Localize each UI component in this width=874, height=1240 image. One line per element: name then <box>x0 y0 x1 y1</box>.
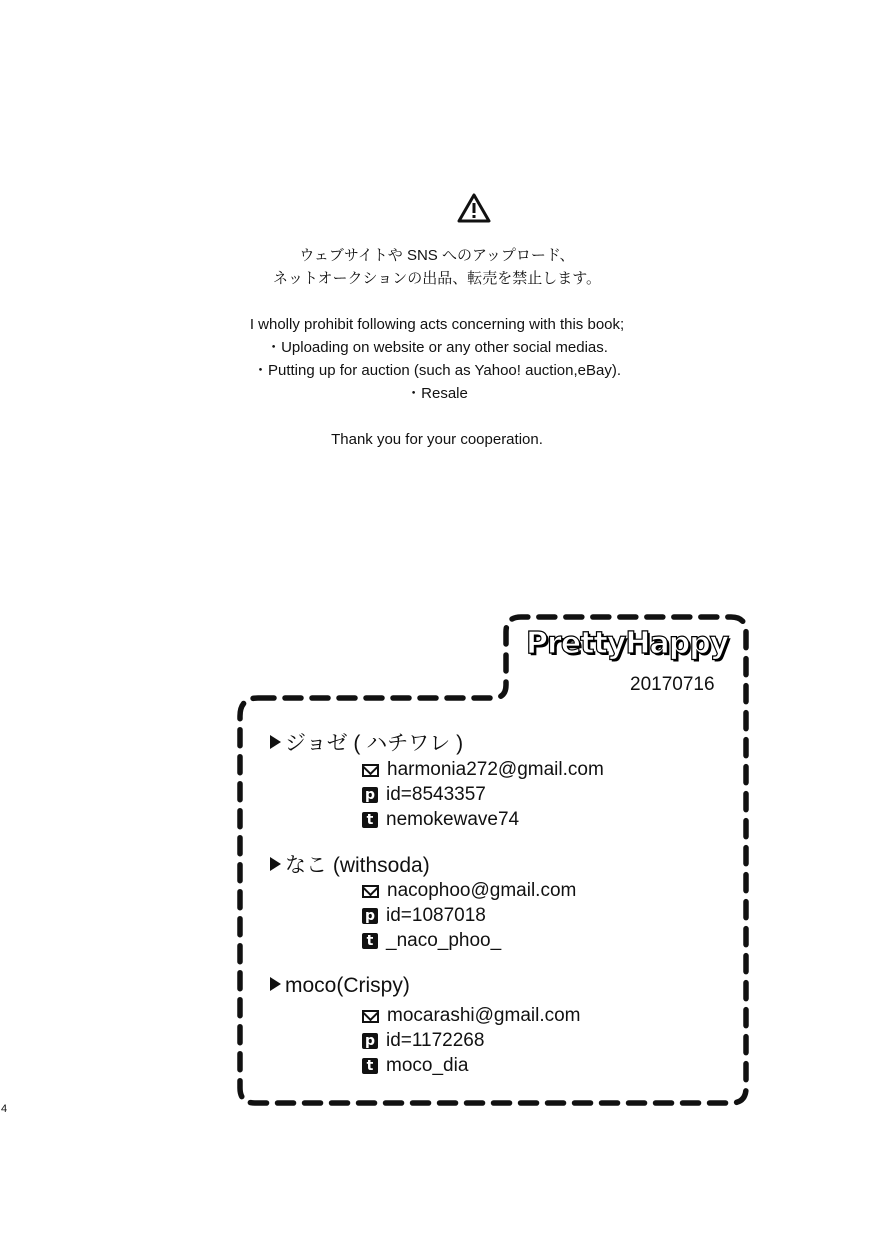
author-email[interactable]: nacophoo@gmail.com <box>387 879 577 901</box>
tumblr-twitter-icon: t <box>362 812 378 828</box>
author-pixiv-id[interactable]: id=1087018 <box>386 904 486 926</box>
notice-en-intro: I wholly prohibit following acts concerning with this book; <box>249 316 625 333</box>
author-pixiv-id[interactable]: id=1172268 <box>386 1029 485 1051</box>
notice-en-item-3: ・Resale <box>406 385 468 402</box>
author-email[interactable]: harmonia272@gmail.com <box>387 758 604 780</box>
author-heading <box>270 727 463 757</box>
author-heading <box>270 849 430 879</box>
author-heading <box>270 974 410 998</box>
triangle-bullet-icon <box>270 857 281 871</box>
pixiv-icon: p <box>362 1033 378 1049</box>
author-name: moco(Crispy) <box>285 974 410 997</box>
author-email[interactable]: mocarashi@gmail.com <box>387 1004 581 1026</box>
notice-en-item-2: ・Putting up for auction (such as Yahoo! auction,eBay). <box>253 362 621 379</box>
mail-icon <box>362 1010 379 1023</box>
author-contacts <box>362 878 576 953</box>
author-name: ジョゼ ( ハチワレ ) <box>285 732 464 755</box>
notice-en-item-1: ・Uploading on website or any other social medias. <box>266 339 608 356</box>
mail-icon <box>362 885 379 898</box>
page-number: 4 <box>1 1103 8 1115</box>
author-contacts <box>362 757 604 832</box>
author-handle[interactable]: _naco_phoo_ <box>386 929 502 951</box>
pixiv-icon: p <box>362 908 378 924</box>
notice-jp-line-2: ネットオークションの出品、転売を禁止します。 <box>272 270 602 287</box>
author-pixiv-id[interactable]: id=8543357 <box>386 783 486 805</box>
author-handle[interactable]: moco_dia <box>386 1054 469 1076</box>
author-name: なこ (withsoda) <box>285 854 430 877</box>
triangle-bullet-icon <box>270 977 281 991</box>
author-handle[interactable]: nemokewave74 <box>386 808 520 830</box>
notice-thanks: Thank you for your cooperation. <box>331 431 543 448</box>
author-contacts <box>362 1003 581 1078</box>
circle-name: PrettyHappy <box>526 626 729 661</box>
tumblr-twitter-icon: t <box>362 933 378 949</box>
notice-jp-line-1: ウェブサイトや SNS へのアップロード、 <box>299 247 575 264</box>
pixiv-icon: p <box>362 787 378 803</box>
triangle-bullet-icon <box>270 735 281 749</box>
tumblr-twitter-icon: t <box>362 1058 378 1074</box>
publication-date: 20170716 <box>630 674 715 695</box>
mail-icon <box>362 764 379 777</box>
